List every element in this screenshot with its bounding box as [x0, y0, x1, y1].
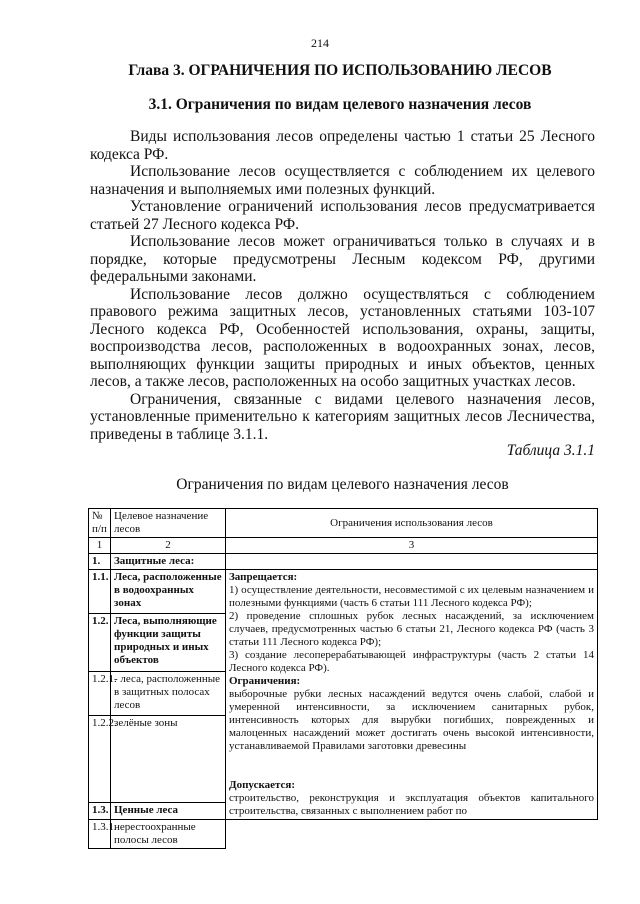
- row-name: Ценные леса: [111, 803, 226, 820]
- row-name: зелёные зоны: [111, 716, 226, 803]
- header-cell: № п/п: [89, 509, 111, 538]
- allowed-heading: Допускается:: [229, 779, 296, 791]
- row-number: 1.2.2.: [89, 716, 111, 803]
- column-number: 3: [226, 538, 598, 554]
- restrictions-table: [88, 508, 598, 849]
- column-number: 1: [89, 538, 111, 554]
- row-name: Леса, расположенные в водоохранных зонах: [111, 570, 226, 614]
- limits-text: выборочные рубки лесных насаждений ведутся очень слабой, слабой и умеренной интенсивности, за исключением санитарных рубок, интенсивность которых для вырубки погибших, поврежденных и малоценных насаждений может достигать очень высокой интенсивности, устанавливаемой Правилами заготовки древесины: [229, 688, 594, 752]
- prohibited-heading: Запрещается:: [229, 571, 298, 583]
- paragraph: Использование лесов может ограничиваться только в случаях и в порядке, которые предусмотрены Лесным кодексом РФ, другими федеральными законами.: [90, 233, 595, 285]
- empty-cell: [226, 554, 598, 570]
- row-name: Защитные леса:: [111, 554, 226, 570]
- table-row: [89, 820, 598, 849]
- allowed-text: строительство, реконструкция и эксплуатация объектов капитального строительства, связанных с выполнением работ по: [229, 792, 594, 817]
- page-number: 214: [311, 36, 329, 50]
- row-number: 1.2.: [89, 614, 111, 672]
- table-header-row: [89, 509, 598, 538]
- prohibited-item: 3) создание лесоперерабатывающей инфраструктуры (часть 2 статьи 14 Лесного кодекса РФ).: [229, 649, 594, 674]
- limits-heading: Ограничения:: [229, 675, 301, 687]
- row-name: Леса, выполняющие функции защиты природных и иных объектов: [111, 614, 226, 672]
- section-title: 3.1. Ограничения по видам целевого назначения лесов: [148, 96, 532, 113]
- column-number-row: [89, 538, 598, 554]
- table-row: [89, 570, 598, 614]
- prohibited-item: 2) проведение сплошных рубок лесных насаждений, за исключением случаев, предусмотренных частью 6 статьи 21, Лесного кодекса РФ (часть 3 статьи 111 Лесного кодекса РФ);: [229, 610, 594, 648]
- body-text: [90, 128, 595, 443]
- chapter-title: Глава 3. ОГРАНИЧЕНИЯ ПО ИСПОЛЬЗОВАНИЮ ЛЕСОВ: [128, 62, 552, 79]
- paragraph: Ограничения, связанные с видами целевого назначения лесов, установленные применительно к категориям защитных лесов Лесничества, приведены в таблице 3.1.1.: [90, 390, 595, 443]
- table-title: Ограничения по видам целевого назначения лесов: [176, 476, 509, 493]
- header-cell: Ограничения использования лесов: [226, 509, 598, 538]
- table-caption: Таблица 3.1.1: [506, 442, 595, 459]
- table-row: [89, 554, 598, 570]
- restrictions-cell: [226, 570, 598, 820]
- row-name: нерестоохранные полосы лесов: [111, 820, 226, 849]
- row-number: 1.3.: [89, 803, 111, 820]
- paragraph: Виды использования лесов определены частью 1 статьи 25 Лесного кодекса РФ.: [90, 128, 595, 163]
- row-number: 1.2.1.: [89, 671, 111, 715]
- row-number: 1.: [89, 554, 111, 570]
- header-cell: Целевое назначение лесов: [111, 509, 226, 538]
- paragraph: Использование лесов осуществляется с соблюдением их целевого назначения и выполняемых ими полезных функций.: [90, 163, 595, 198]
- row-number: 1.1.: [89, 570, 111, 614]
- paragraph: Использование лесов должно осуществляться с соблюдением правового режима защитных лесов, установленных статьями 103-107 Лесного кодекса РФ, Особенностей использования, охраны, защиты, воспроизводства лесов, расположенных в водоохранных зонах, лесов, выполняющих функции защиты природных и иных объектов, ценных лесов, а также лесов, расположенных на особо защитных участках лесов.: [90, 285, 595, 390]
- prohibited-item: 1) осуществление деятельности, несовместимой с их целевым назначением и полезными функциями (часть 6 статьи 111 Лесного кодекса РФ);: [229, 584, 594, 609]
- spacer: [229, 753, 594, 779]
- paragraph: Установление ограничений использования лесов предусматривается статьей 27 Лесного кодекса РФ.: [90, 198, 595, 233]
- row-name: - леса, расположенные в защитных полосах лесов: [111, 671, 226, 715]
- row-number: 1.3.1.: [89, 820, 111, 849]
- column-number: 2: [111, 538, 226, 554]
